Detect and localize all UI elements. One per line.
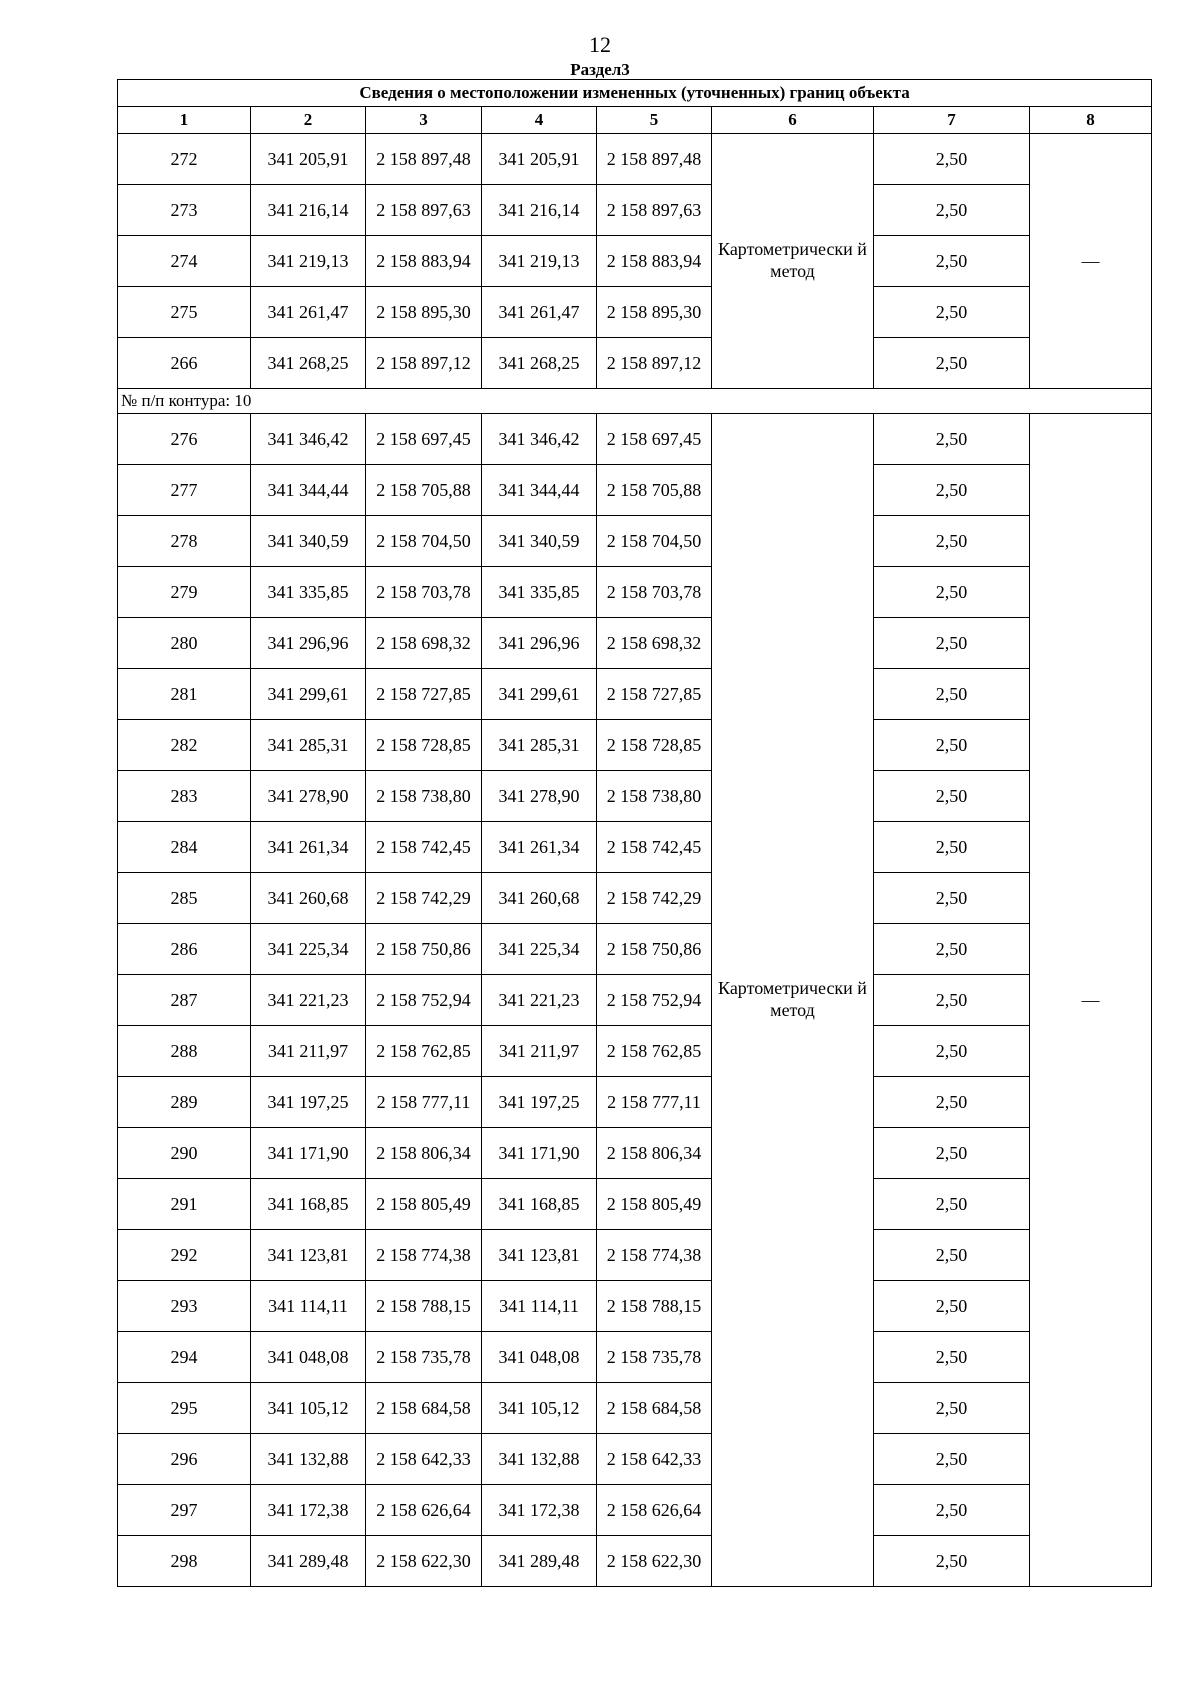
- y-existing-cell: 2 158 684,58: [366, 1383, 482, 1434]
- y-new-cell: 2 158 727,85: [597, 669, 712, 720]
- x-new-cell: 341 346,42: [482, 414, 597, 465]
- y-new-cell: 2 158 622,30: [597, 1536, 712, 1587]
- section-title: Раздел3: [570, 60, 630, 79]
- y-existing-cell: 2 158 697,45: [366, 414, 482, 465]
- x-existing-cell: 341 211,97: [251, 1026, 366, 1077]
- accuracy-cell: 2,50: [874, 287, 1030, 338]
- table-caption: Сведения о местоположении измененных (уточненных) границ объекта: [118, 80, 1152, 107]
- x-existing-cell: 341 261,34: [251, 822, 366, 873]
- x-existing-cell: 341 260,68: [251, 873, 366, 924]
- point-number-cell: 297: [118, 1485, 251, 1536]
- table-row: [118, 1485, 1152, 1536]
- x-new-cell: 341 171,90: [482, 1128, 597, 1179]
- y-existing-cell: 2 158 705,88: [366, 465, 482, 516]
- x-existing-cell: 341 114,11: [251, 1281, 366, 1332]
- accuracy-cell: 2,50: [874, 516, 1030, 567]
- x-existing-cell: 341 261,47: [251, 287, 366, 338]
- x-existing-cell: 341 219,13: [251, 236, 366, 287]
- contour-label-row: [118, 389, 1152, 414]
- y-new-cell: 2 158 742,29: [597, 873, 712, 924]
- table-row: [118, 134, 1152, 185]
- x-new-cell: 341 221,23: [482, 975, 597, 1026]
- table-row: [118, 1077, 1152, 1128]
- table-row: [118, 1332, 1152, 1383]
- y-existing-cell: 2 158 762,85: [366, 1026, 482, 1077]
- table-row: [118, 567, 1152, 618]
- y-new-cell: 2 158 626,64: [597, 1485, 712, 1536]
- y-new-cell: 2 158 752,94: [597, 975, 712, 1026]
- point-number-cell: 279: [118, 567, 251, 618]
- x-existing-cell: 341 048,08: [251, 1332, 366, 1383]
- point-number-cell: 288: [118, 1026, 251, 1077]
- point-number-cell: 293: [118, 1281, 251, 1332]
- y-existing-cell: 2 158 626,64: [366, 1485, 482, 1536]
- table-row: [118, 1536, 1152, 1587]
- x-new-cell: 341 278,90: [482, 771, 597, 822]
- accuracy-cell: 2,50: [874, 975, 1030, 1026]
- y-existing-cell: 2 158 897,48: [366, 134, 482, 185]
- table-row: [118, 1281, 1152, 1332]
- y-new-cell: 2 158 777,11: [597, 1077, 712, 1128]
- x-new-cell: 341 289,48: [482, 1536, 597, 1587]
- y-existing-cell: 2 158 704,50: [366, 516, 482, 567]
- point-number-cell: 272: [118, 134, 251, 185]
- point-number-cell: 286: [118, 924, 251, 975]
- y-new-cell: 2 158 897,12: [597, 338, 712, 389]
- column-number: 2: [251, 107, 366, 134]
- y-new-cell: 2 158 897,63: [597, 185, 712, 236]
- point-number-cell: 298: [118, 1536, 251, 1587]
- y-new-cell: 2 158 788,15: [597, 1281, 712, 1332]
- x-new-cell: 341 114,11: [482, 1281, 597, 1332]
- x-new-cell: 341 123,81: [482, 1230, 597, 1281]
- y-existing-cell: 2 158 777,11: [366, 1077, 482, 1128]
- x-new-cell: 341 299,61: [482, 669, 597, 720]
- table-row: [118, 1128, 1152, 1179]
- y-new-cell: 2 158 738,80: [597, 771, 712, 822]
- y-new-cell: 2 158 806,34: [597, 1128, 712, 1179]
- accuracy-cell: 2,50: [874, 720, 1030, 771]
- y-existing-cell: 2 158 750,86: [366, 924, 482, 975]
- y-new-cell: 2 158 762,85: [597, 1026, 712, 1077]
- x-new-cell: 341 205,91: [482, 134, 597, 185]
- accuracy-cell: 2,50: [874, 1077, 1030, 1128]
- point-number-cell: 290: [118, 1128, 251, 1179]
- table-row: [118, 1179, 1152, 1230]
- y-existing-cell: 2 158 728,85: [366, 720, 482, 771]
- y-new-cell: 2 158 703,78: [597, 567, 712, 618]
- accuracy-cell: 2,50: [874, 1485, 1030, 1536]
- table-body: [118, 80, 1152, 1587]
- x-new-cell: 341 211,97: [482, 1026, 597, 1077]
- x-existing-cell: 341 132,88: [251, 1434, 366, 1485]
- column-number: 8: [1030, 107, 1152, 134]
- column-number: 6: [712, 107, 874, 134]
- y-new-cell: 2 158 698,32: [597, 618, 712, 669]
- x-new-cell: 341 260,68: [482, 873, 597, 924]
- x-existing-cell: 341 123,81: [251, 1230, 366, 1281]
- y-new-cell: 2 158 750,86: [597, 924, 712, 975]
- y-new-cell: 2 158 697,45: [597, 414, 712, 465]
- accuracy-cell: 2,50: [874, 185, 1030, 236]
- accuracy-cell: 2,50: [874, 1128, 1030, 1179]
- x-existing-cell: 341 346,42: [251, 414, 366, 465]
- accuracy-cell: 2,50: [874, 1536, 1030, 1587]
- x-existing-cell: 341 172,38: [251, 1485, 366, 1536]
- accuracy-cell: 2,50: [874, 822, 1030, 873]
- x-new-cell: 341 268,25: [482, 338, 597, 389]
- x-existing-cell: 341 299,61: [251, 669, 366, 720]
- y-existing-cell: 2 158 742,45: [366, 822, 482, 873]
- point-number-cell: 280: [118, 618, 251, 669]
- accuracy-cell: 2,50: [874, 1230, 1030, 1281]
- accuracy-cell: 2,50: [874, 618, 1030, 669]
- accuracy-cell: 2,50: [874, 338, 1030, 389]
- y-existing-cell: 2 158 642,33: [366, 1434, 482, 1485]
- x-existing-cell: 341 216,14: [251, 185, 366, 236]
- point-number-cell: 292: [118, 1230, 251, 1281]
- x-existing-cell: 341 289,48: [251, 1536, 366, 1587]
- x-existing-cell: 341 205,91: [251, 134, 366, 185]
- point-number-cell: 277: [118, 465, 251, 516]
- y-new-cell: 2 158 684,58: [597, 1383, 712, 1434]
- coordinates-table: [117, 79, 1152, 1587]
- y-new-cell: 2 158 705,88: [597, 465, 712, 516]
- table-row: [118, 1434, 1152, 1485]
- accuracy-cell: 2,50: [874, 1281, 1030, 1332]
- table-row: [118, 414, 1152, 465]
- x-new-cell: 341 132,88: [482, 1434, 597, 1485]
- y-existing-cell: 2 158 752,94: [366, 975, 482, 1026]
- x-new-cell: 341 197,25: [482, 1077, 597, 1128]
- x-new-cell: 341 168,85: [482, 1179, 597, 1230]
- note-cell: —: [1030, 414, 1152, 1587]
- x-new-cell: 341 261,47: [482, 287, 597, 338]
- page-number: 12: [589, 32, 611, 57]
- y-new-cell: 2 158 895,30: [597, 287, 712, 338]
- table-row: [118, 465, 1152, 516]
- x-existing-cell: 341 105,12: [251, 1383, 366, 1434]
- accuracy-cell: 2,50: [874, 236, 1030, 287]
- contour-label: № п/п контура: 10: [118, 389, 1152, 414]
- point-number-cell: 266: [118, 338, 251, 389]
- x-new-cell: 341 105,12: [482, 1383, 597, 1434]
- accuracy-cell: 2,50: [874, 1179, 1030, 1230]
- point-number-cell: 283: [118, 771, 251, 822]
- method-cell: Картометрически й метод: [712, 134, 874, 389]
- table-row: [118, 618, 1152, 669]
- y-existing-cell: 2 158 883,94: [366, 236, 482, 287]
- accuracy-cell: 2,50: [874, 924, 1030, 975]
- point-number-cell: 281: [118, 669, 251, 720]
- point-number-cell: 284: [118, 822, 251, 873]
- y-existing-cell: 2 158 806,34: [366, 1128, 482, 1179]
- y-existing-cell: 2 158 805,49: [366, 1179, 482, 1230]
- table-row: [118, 1230, 1152, 1281]
- y-existing-cell: 2 158 742,29: [366, 873, 482, 924]
- y-existing-cell: 2 158 897,63: [366, 185, 482, 236]
- column-number: 1: [118, 107, 251, 134]
- x-new-cell: 341 172,38: [482, 1485, 597, 1536]
- table-row: [118, 924, 1152, 975]
- accuracy-cell: 2,50: [874, 567, 1030, 618]
- y-new-cell: 2 158 883,94: [597, 236, 712, 287]
- table-caption-row: [118, 80, 1152, 107]
- y-new-cell: 2 158 774,38: [597, 1230, 712, 1281]
- accuracy-cell: 2,50: [874, 134, 1030, 185]
- x-new-cell: 341 261,34: [482, 822, 597, 873]
- column-number: 4: [482, 107, 597, 134]
- table-row: [118, 1026, 1152, 1077]
- table-row: [118, 771, 1152, 822]
- x-existing-cell: 341 197,25: [251, 1077, 366, 1128]
- point-number-cell: 295: [118, 1383, 251, 1434]
- table-row: [118, 287, 1152, 338]
- point-number-cell: 278: [118, 516, 251, 567]
- accuracy-cell: 2,50: [874, 771, 1030, 822]
- y-existing-cell: 2 158 788,15: [366, 1281, 482, 1332]
- point-number-cell: 289: [118, 1077, 251, 1128]
- table-row: [118, 975, 1152, 1026]
- y-new-cell: 2 158 642,33: [597, 1434, 712, 1485]
- x-existing-cell: 341 278,90: [251, 771, 366, 822]
- x-new-cell: 341 285,31: [482, 720, 597, 771]
- accuracy-cell: 2,50: [874, 1332, 1030, 1383]
- point-number-cell: 285: [118, 873, 251, 924]
- y-new-cell: 2 158 704,50: [597, 516, 712, 567]
- accuracy-cell: 2,50: [874, 669, 1030, 720]
- point-number-cell: 274: [118, 236, 251, 287]
- point-number-cell: 287: [118, 975, 251, 1026]
- y-existing-cell: 2 158 895,30: [366, 287, 482, 338]
- column-number: 3: [366, 107, 482, 134]
- table-row: [118, 822, 1152, 873]
- method-cell: Картометрически й метод: [712, 414, 874, 1587]
- x-existing-cell: 341 168,85: [251, 1179, 366, 1230]
- x-new-cell: 341 296,96: [482, 618, 597, 669]
- y-new-cell: 2 158 897,48: [597, 134, 712, 185]
- y-existing-cell: 2 158 738,80: [366, 771, 482, 822]
- table-row: [118, 516, 1152, 567]
- column-number: 5: [597, 107, 712, 134]
- accuracy-cell: 2,50: [874, 1383, 1030, 1434]
- y-new-cell: 2 158 728,85: [597, 720, 712, 771]
- accuracy-cell: 2,50: [874, 1434, 1030, 1485]
- x-new-cell: 341 216,14: [482, 185, 597, 236]
- point-number-cell: 291: [118, 1179, 251, 1230]
- x-existing-cell: 341 225,34: [251, 924, 366, 975]
- x-existing-cell: 341 340,59: [251, 516, 366, 567]
- x-existing-cell: 341 344,44: [251, 465, 366, 516]
- y-existing-cell: 2 158 698,32: [366, 618, 482, 669]
- x-new-cell: 341 219,13: [482, 236, 597, 287]
- x-existing-cell: 341 268,25: [251, 338, 366, 389]
- column-number-row: [118, 107, 1152, 134]
- x-existing-cell: 341 171,90: [251, 1128, 366, 1179]
- x-new-cell: 341 048,08: [482, 1332, 597, 1383]
- y-existing-cell: 2 158 727,85: [366, 669, 482, 720]
- y-new-cell: 2 158 742,45: [597, 822, 712, 873]
- table-row: [118, 185, 1152, 236]
- table-row: [118, 873, 1152, 924]
- point-number-cell: 296: [118, 1434, 251, 1485]
- x-existing-cell: 341 285,31: [251, 720, 366, 771]
- point-number-cell: 275: [118, 287, 251, 338]
- accuracy-cell: 2,50: [874, 414, 1030, 465]
- y-existing-cell: 2 158 622,30: [366, 1536, 482, 1587]
- table-row: [118, 338, 1152, 389]
- y-existing-cell: 2 158 774,38: [366, 1230, 482, 1281]
- column-number: 7: [874, 107, 1030, 134]
- accuracy-cell: 2,50: [874, 465, 1030, 516]
- point-number-cell: 276: [118, 414, 251, 465]
- x-new-cell: 341 340,59: [482, 516, 597, 567]
- point-number-cell: 282: [118, 720, 251, 771]
- accuracy-cell: 2,50: [874, 873, 1030, 924]
- point-number-cell: 294: [118, 1332, 251, 1383]
- table-row: [118, 720, 1152, 771]
- y-new-cell: 2 158 805,49: [597, 1179, 712, 1230]
- x-existing-cell: 341 335,85: [251, 567, 366, 618]
- table-row: [118, 236, 1152, 287]
- accuracy-cell: 2,50: [874, 1026, 1030, 1077]
- note-cell: —: [1030, 134, 1152, 389]
- point-number-cell: 273: [118, 185, 251, 236]
- y-existing-cell: 2 158 897,12: [366, 338, 482, 389]
- table-row: [118, 669, 1152, 720]
- x-existing-cell: 341 296,96: [251, 618, 366, 669]
- x-existing-cell: 341 221,23: [251, 975, 366, 1026]
- table-row: [118, 1383, 1152, 1434]
- y-new-cell: 2 158 735,78: [597, 1332, 712, 1383]
- x-new-cell: 341 344,44: [482, 465, 597, 516]
- x-new-cell: 341 225,34: [482, 924, 597, 975]
- y-existing-cell: 2 158 703,78: [366, 567, 482, 618]
- y-existing-cell: 2 158 735,78: [366, 1332, 482, 1383]
- x-new-cell: 341 335,85: [482, 567, 597, 618]
